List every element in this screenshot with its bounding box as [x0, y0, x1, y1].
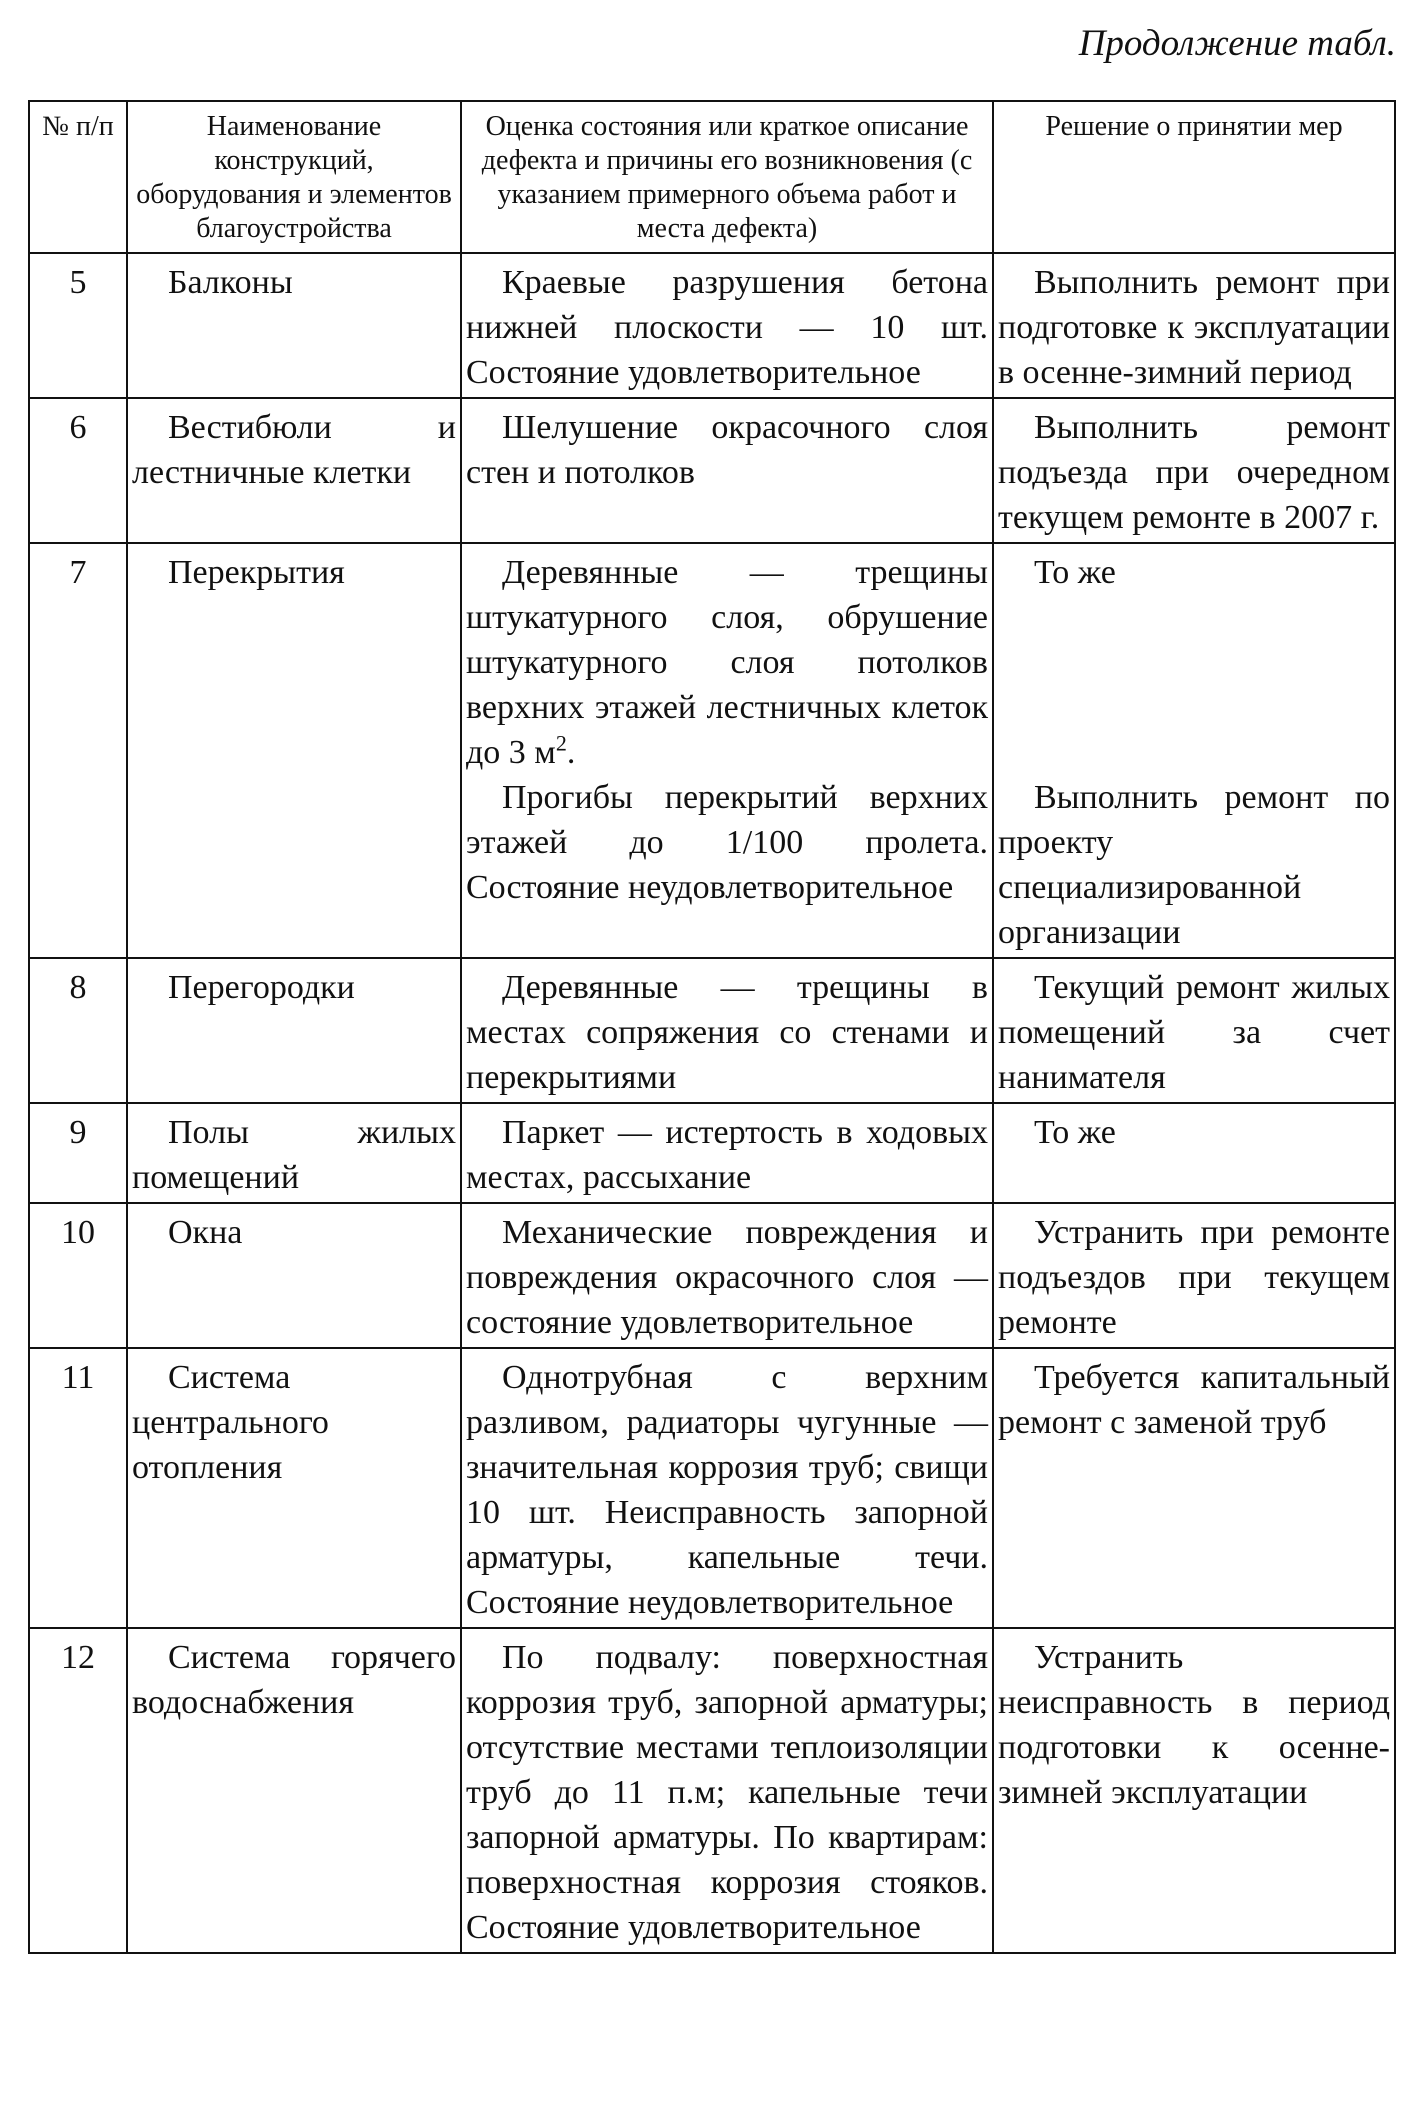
row-assessment	[461, 1628, 993, 1953]
name-text: Окна	[168, 1214, 243, 1251]
defects-table	[28, 100, 1396, 1954]
name-text: Перегородки	[168, 969, 355, 1006]
row-name	[127, 1628, 461, 1953]
header-decision: Решение о принятии мер	[993, 101, 1395, 253]
table-row	[29, 253, 1395, 398]
row-name	[127, 1203, 461, 1348]
assessment-text: Однотрубная с верхним разливом, радиаторы чугунные — значительная коррозия труб; свищи 10 шт. Неисправность запорной арматуры, капельные течи. Состояние неудовлетворительное	[466, 1359, 988, 1621]
row-decision	[993, 1628, 1395, 1953]
assessment-text: Шелушение окрасочного слоя стен и потолков	[466, 409, 988, 491]
assessment-text: Прогибы перекрытий верхних этажей до 1/100 пролета. Состояние неудовлетворительное	[466, 779, 988, 906]
row-assessment	[461, 253, 993, 398]
row-name	[127, 543, 461, 958]
row-name	[127, 253, 461, 398]
row-num: 6	[29, 398, 127, 543]
row-name	[127, 1348, 461, 1628]
decision-text: Устранить при ремонте подъездов при текущем ремонте	[998, 1214, 1390, 1341]
decision-text: Выполнить ремонт при подготовке к эксплуатации в осенне-зимний период	[998, 264, 1390, 391]
decision-text: Текущий ремонт жилых помещений за счет нанимателя	[998, 969, 1390, 1096]
decision-text: Выполнить ремонт подъезда при очередном текущем ремонте в 2007 г.	[998, 409, 1390, 536]
assessment-text-part: Деревянные — трещины штукатурного слоя, обрушение штукатурного слоя потолков верхних этажей лестничных клеток до 3 м	[466, 554, 988, 771]
row-num: 12	[29, 1628, 127, 1953]
table-row	[29, 1203, 1395, 1348]
row-assessment	[461, 1348, 993, 1628]
name-text: Вестибюли и лестничные клетки	[132, 409, 456, 491]
row-assessment	[461, 1203, 993, 1348]
assessment-text-tail: .	[566, 734, 576, 771]
table-row	[29, 1628, 1395, 1953]
row-name	[127, 1103, 461, 1203]
row-decision	[993, 1103, 1395, 1203]
row-decision	[993, 1203, 1395, 1348]
table-row	[29, 398, 1395, 543]
header-assessment: Оценка состояния или краткое описание дефекта и причины его возникновения (с указанием примерного объема работ и места дефекта)	[461, 101, 993, 253]
table-row	[29, 958, 1395, 1103]
header-num: № п/п	[29, 101, 127, 253]
row-num: 7	[29, 543, 127, 958]
table-caption: Продолжение табл.	[1078, 23, 1396, 64]
row-num: 8	[29, 958, 127, 1103]
row-assessment	[461, 543, 993, 958]
name-text: Полы жилых помещений	[132, 1114, 456, 1196]
row-decision	[993, 543, 1395, 958]
assessment-text: Краевые разрушения бетона нижней плоскости — 10 шт. Состояние удовлетворительное	[466, 264, 988, 391]
decision-text: Требуется капитальный ремонт с заменой труб	[998, 1359, 1390, 1441]
row-decision	[993, 253, 1395, 398]
row-name	[127, 398, 461, 543]
row-decision	[993, 398, 1395, 543]
row-num: 11	[29, 1348, 127, 1628]
decision-text: То же	[1034, 1114, 1116, 1151]
assessment-text: Механические повреждения и повреждения окрасочного слоя — состояние удовлетворительное	[466, 1214, 988, 1341]
table-row	[29, 543, 1395, 958]
row-name	[127, 958, 461, 1103]
row-num: 10	[29, 1203, 127, 1348]
name-text: Система горячего водоснабжения	[132, 1639, 456, 1721]
assessment-text: По подвалу: поверхностная коррозия труб, запорной арматуры; отсутствие местами теплоизоляции труб до 11 п.м; капельные течи запорной арматуры. По квартирам: поверхностная коррозия стояков. Состояние удовлетворительное	[466, 1639, 988, 1946]
assessment-text: Деревянные — трещины в местах сопряжения со стенами и перекрытиями	[466, 969, 988, 1096]
header-row	[29, 101, 1395, 253]
name-text: Система центрального отопления	[132, 1359, 329, 1486]
row-decision	[993, 1348, 1395, 1628]
row-assessment	[461, 1103, 993, 1203]
row-assessment	[461, 398, 993, 543]
decision-text: Устранить неисправность в период подготовки к осенне-зимней эксплуатации	[998, 1639, 1390, 1811]
spacer	[998, 595, 1390, 775]
name-text: Перекрытия	[168, 554, 345, 591]
row-decision	[993, 958, 1395, 1103]
decision-text: Выполнить ремонт по проекту специализированной организации	[998, 779, 1390, 951]
row-num: 5	[29, 253, 127, 398]
assessment-text	[466, 550, 988, 775]
row-num: 9	[29, 1103, 127, 1203]
table-row	[29, 1103, 1395, 1203]
header-name: Наименование конструкций, оборудования и элементов благоустройства	[127, 101, 461, 253]
row-assessment	[461, 958, 993, 1103]
assessment-text: Паркет — истертость в ходовых местах, рассыхание	[466, 1114, 988, 1196]
name-text: Балконы	[168, 264, 293, 301]
superscript: 2	[555, 730, 567, 756]
table-row	[29, 1348, 1395, 1628]
decision-text: То же	[1034, 554, 1116, 591]
